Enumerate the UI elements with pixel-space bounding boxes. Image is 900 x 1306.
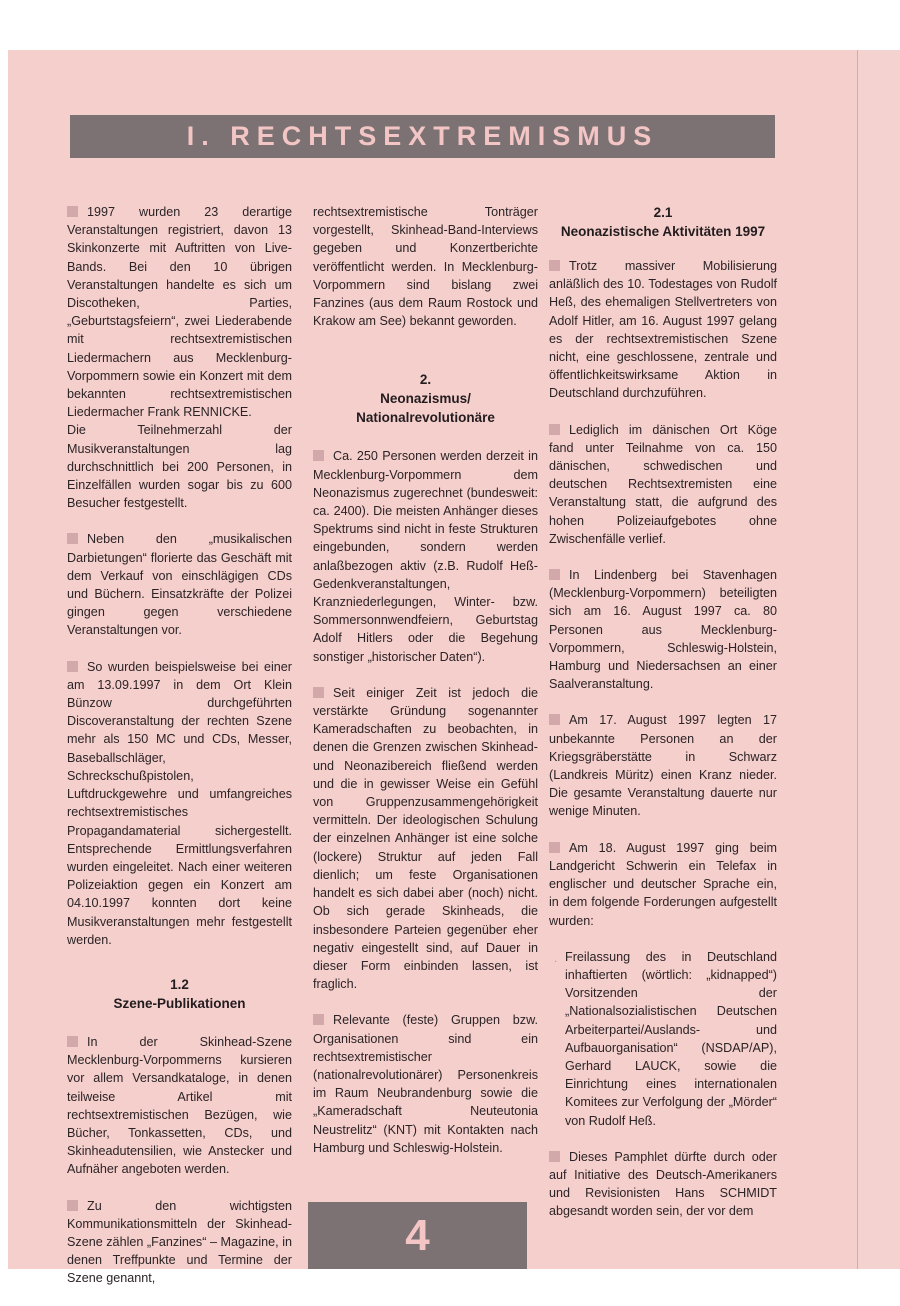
section-title-line-2: Nationalrevolutionäre (356, 410, 495, 426)
demand-list-item: . Freilassung des in Deutschland inhaftierten (wörtlich: „kidnapped“) Vorsitzenden der „Nationalsozialistischen Deutschen Arbeiterpartei/Auslands- und Aufbauorganisation“ (NSDAP/AP), Gerhard LAUCK, sowie die Einrichtung eines internationalen Komitees zur Verfolgung der „Mörder“ von Rudolf Heß. (554, 949, 777, 1128)
paragraph: 1997 wurden 23 derartige Veranstaltungen registriert, davon 13 Skinkonzerte mit Auftritten von Live-Bands. Bei den 10 übrigen Veranstaltungen handelte es sich um Discotheken, Parties, „Geburtstagsfeiern“, zwei Liederabende mit rechtsextremistischen Liedermachern aus Mecklenburg-Vorpommern sowie ein Konzert mit dem bekannten rechtsextremistischen Liedermacher Frank RENNICKE. (67, 205, 292, 420)
square-bullet-icon (549, 1151, 560, 1162)
section-heading-2 (313, 370, 538, 427)
paragraph: So wurden beispielsweise bei einer am 13.09.1997 in dem Ort Klein Bünzow durchgeführten Discoveranstaltung der rechten Szene mehr als 150 MC und CDs, Messer, Baseballschläger, Schreckschußpistolen, Luftdruckgewehre und umfangreiches rechtsextremistisches Propagandamaterial sichergestellt. Entsprechende Ermittlungsverfahren wurden eingeleitet. Nach einer weiteren Polizeiaktion gegen ein Konzert am 04.10.1997 konnten dort keine Musikveranstaltungen mehr festgestellt werden. (67, 659, 292, 947)
section-number: 2. (419, 372, 432, 388)
paragraph: Am 18. August 1997 ging beim Landgericht Schwerin ein Telefax in englischer und deutscher Sprache ein, in dem folgende Forderungen aufgestellt wurden: (549, 840, 777, 928)
square-bullet-icon (549, 260, 560, 271)
section-heading-2-1 (549, 203, 777, 241)
paragraph: Am 17. August 1997 legten 17 unbekannte Personen an der Kriegsgräberstätte in Schwarz (Landkreis Müritz) einen Kranz nieder. Die gesamte Veranstaltung dauerte nur wenige Minuten. (549, 713, 777, 819)
section-number: 1.2 (170, 976, 189, 992)
chapter-title: I. RECHTSEXTREMISMUS (186, 121, 659, 151)
page-number: 4 (405, 1210, 430, 1260)
square-bullet-icon (549, 842, 560, 853)
page-fold-margin (858, 50, 900, 1269)
square-bullet-icon (313, 450, 324, 461)
section-title: Szene-Publikationen (113, 995, 246, 1011)
page-number-box (308, 1202, 527, 1269)
paragraph: Die Teilnehmerzahl der Musikveranstaltungen lag durchschnittlich bei 200 Personen, in Einzelfällen wurden sogar bis zu 600 Besucher festgestellt. (67, 423, 292, 511)
paragraph: Ca. 250 Personen werden derzeit in Mecklenburg-Vorpommern dem Neonazismus zugerechnet (bundesweit: ca. 2400). Die meisten Anhänger dieses Spektrums sind nicht in feste Strukturen eingebunden, sondern werden anlaßbezogen aktiv (z.B. Rudolf Heß-Gedenkveranstaltungen, Kranzniederlegungen, Winter- bzw. Sommersonnwendfeiern, Geburtstag Adolf Hitlers oder die Begehung sonstiger „historischer Daten“). (313, 449, 538, 664)
square-bullet-icon (67, 206, 78, 217)
paragraph: Zu den wichtigsten Kommunikationsmitteln der Skinhead-Szene zählen „Fanzines“ – Magazine, in denen Treffpunkte und Termine der Szene genannt, (67, 1198, 292, 1286)
section-title: Neonazistische Aktivitäten 1997 (560, 224, 766, 239)
square-bullet-icon (313, 687, 324, 698)
dot-bullet-icon: . (554, 950, 558, 965)
text-column-1 (67, 203, 292, 1306)
square-bullet-icon (67, 1200, 78, 1211)
page-fold-line (857, 50, 858, 1269)
paragraph: Lediglich im dänischen Ort Köge fand unter Teilnahme von ca. 150 dänischen, schwedischen und deutschen Rechtsextremisten eine Veranstaltung statt, die aufgrund des hohen Polizeiaufgebotes ohne Zwischenfälle verlief. (549, 422, 777, 546)
square-bullet-icon (67, 1036, 78, 1047)
section-number: 2.1 (653, 205, 673, 220)
chapter-banner (70, 115, 775, 158)
square-bullet-icon (549, 714, 560, 725)
paragraph: Dieses Pamphlet dürfte durch oder auf Initiative des Deutsch-Amerikaners und Revisionisten Hans SCHMIDT abgesandt worden sein, der vor dem (549, 1149, 777, 1219)
paragraph: Trotz massiver Mobilisierung anläßlich des 10. Todestages von Rudolf Heß, des ehemaligen Stellvertreters von Adolf Hitler, am 16. August 1997 gelang es der rechtsextremistischen Szene nicht, eine geschlossene, zentrale und öffentlichkeitswirksame Aktion in Deutschland durchzuführen. (549, 259, 777, 401)
square-bullet-icon (313, 1014, 324, 1025)
paragraph: Seit einiger Zeit ist jedoch die verstärkte Gründung sogenannter Kameradschaften zu beobachten, in denen die Grenzen zwischen Skinhead- und Neonazibereich fließend werden und die in gewisser Weise ein Gefühl von Gruppenzusammengehörigkeit vermitteln. Der ideologischen Schulung der einzelnen Anhänger ist eine solche (lockere) Struktur auf jeden Fall dienlich; um feste Organisationen handelt es sich dabei aber (noch) nicht. Ob sich gerade Skinheads, die insbesondere Parteien gegenüber eher negativ eingestellt sind, auf Dauer in dieser Form einbinden lassen, ist fraglich. (313, 685, 538, 992)
text-column-3 (549, 203, 777, 1239)
square-bullet-icon (549, 569, 560, 580)
paragraph: Neben den „musikalischen Darbietungen“ florierte das Geschäft mit dem Verkauf von einschlägigen CDs und Büchern. Einsatzkräfte der Polizei gingen gegen verschiedene Veranstaltungen vor. (67, 532, 292, 638)
paragraph: rechtsextremistische Tonträger vorgestellt, Skinhead-Band-Interviews gegeben und Konzertberichte veröffentlicht werden. In Mecklenburg-Vorpommern sind bislang zwei Fanzines (aus dem Raum Rostock und Krakow am See) bekannt geworden. (313, 205, 538, 329)
square-bullet-icon (67, 661, 78, 672)
section-heading-1-2 (67, 975, 292, 1013)
square-bullet-icon (67, 533, 78, 544)
paragraph: Relevante (feste) Gruppen bzw. Organisationen sind ein rechtsextremistischer (nationalrevolutionärer) Personenkreis im Raum Neubrandenburg sowie die „Kameradschaft Neuteutonia Neustrelitz“ (KNT) mit Kontakten nach Hamburg und Schleswig-Holstein. (313, 1013, 538, 1155)
section-title-line-1: Neonazismus/ (380, 391, 471, 407)
text-column-2 (313, 203, 538, 1175)
square-bullet-icon (549, 424, 560, 435)
paragraph: In Lindenberg bei Stavenhagen (Mecklenburg-Vorpommern) beteiligten sich am 16. August 1997 ca. 80 Personen aus Mecklenburg-Vorpommern, Schleswig-Holstein, Hamburg und Niedersachsen an einer Saalveranstaltung. (549, 568, 777, 692)
paragraph: In der Skinhead-Szene Mecklenburg-Vorpommerns kursieren vor allem Versandkataloge, in denen teilweise Artikel mit rechtsextremistischen Bezügen, wie Bücher, Tonkassetten, CDs, und Skinheadutensilien, wie Anstecker und Aufnäher angeboten werden. (67, 1034, 292, 1177)
